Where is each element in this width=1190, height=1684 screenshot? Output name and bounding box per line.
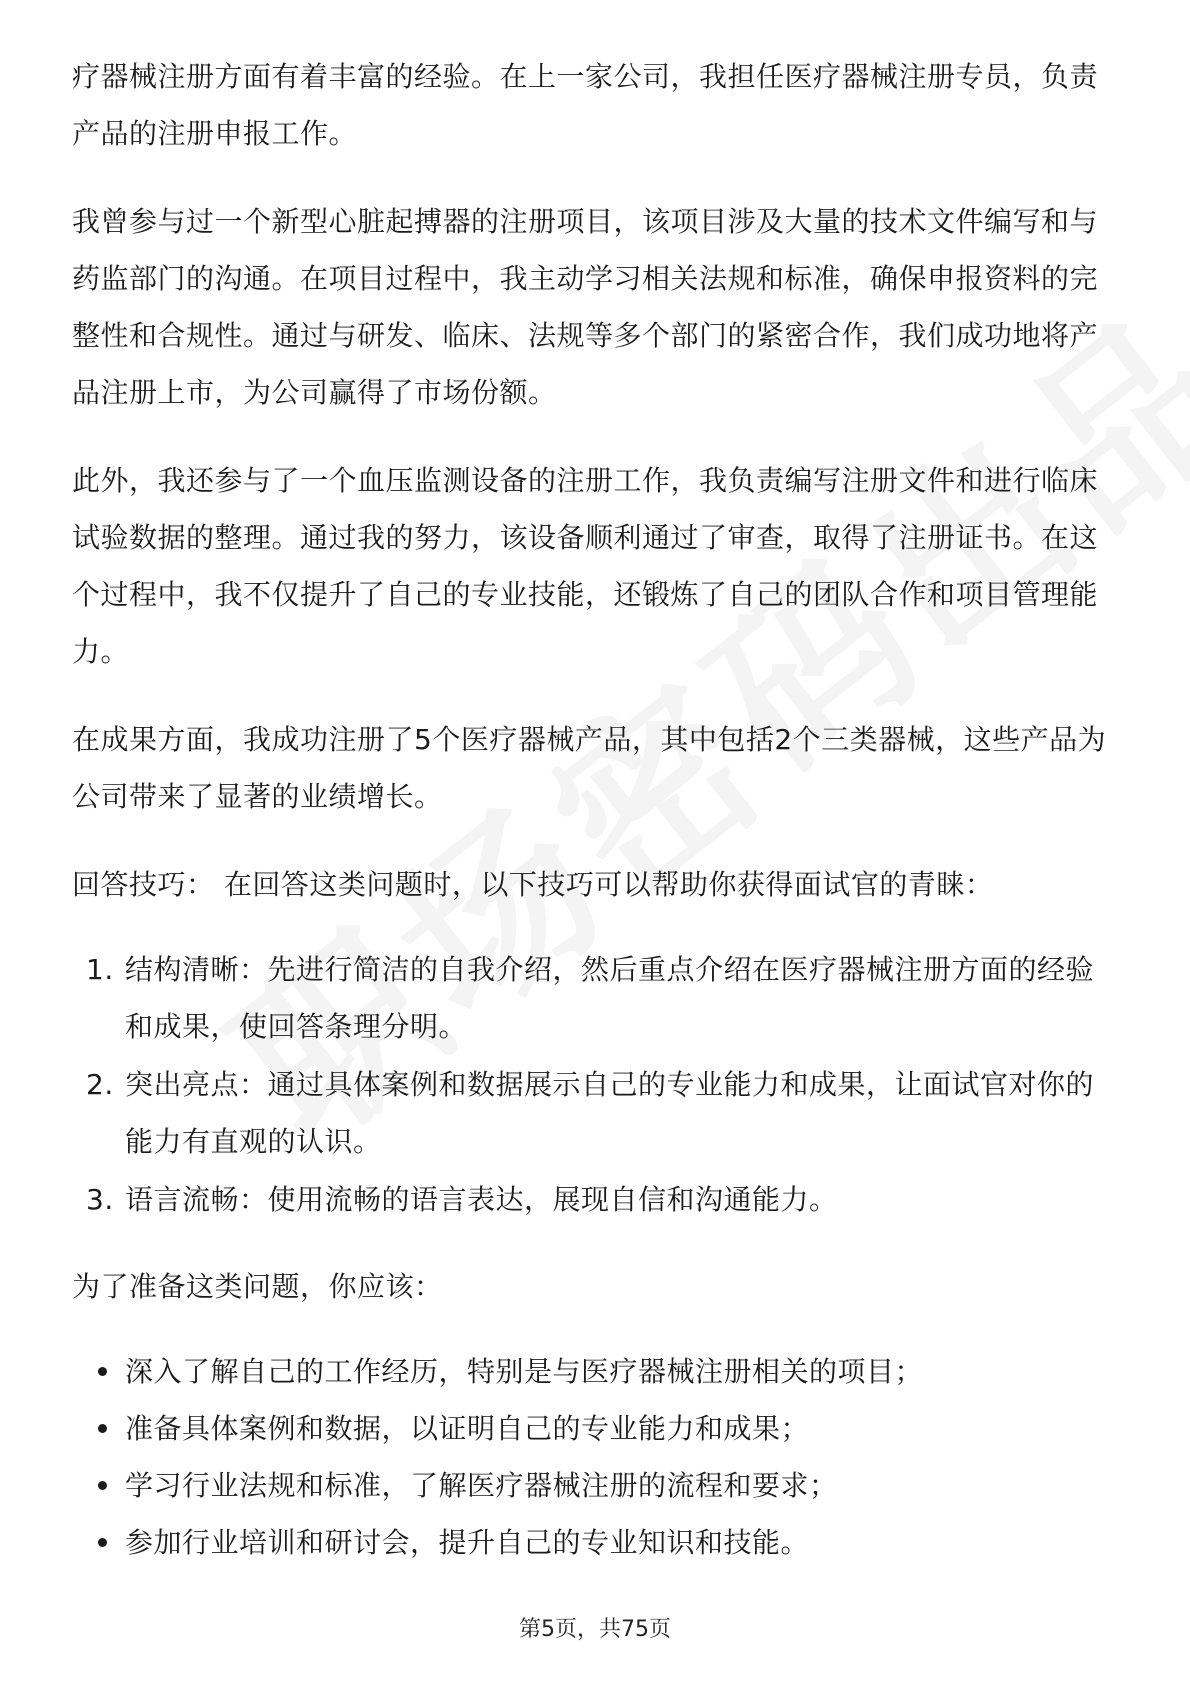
list-item — [72, 1514, 1120, 1571]
bullet-icon — [98, 1367, 107, 1376]
list-item-text: 参加行业培训和研讨会，提升自己的专业知识和技能。 — [125, 1526, 810, 1559]
list-item — [72, 1056, 1120, 1170]
list-item — [72, 1171, 1120, 1228]
prep-heading: 为了准备这类问题，你应该： — [72, 1270, 443, 1303]
bullet-icon — [98, 1538, 107, 1547]
list-item-text: 准备具体案例和数据，以证明自己的专业能力和成果； — [125, 1412, 810, 1445]
paragraph-pacemaker-project: 我曾参与过一个新型心脏起搏器的注册项目，该项目涉及大量的技术文件编写和与药监部门的沟通。在项目过程中，我主动学习相关法规和标准，确保申报资料的完整性和合规性。通过与研发、临床、法规等多个部门的紧密合作，我们成功地将产品注册上市，为公司赢得了市场份额。 — [72, 205, 1099, 409]
list-item-text: 语言流畅：使用流畅的语言表达，展现自信和沟通能力。 — [125, 1183, 838, 1216]
paragraph-experience-intro: 疗器械注册方面有着丰富的经验。在上一家公司，我担任医疗器械注册专员，负责产品的注册申报工作。 — [72, 60, 1099, 150]
list-item — [72, 1400, 1120, 1457]
tips-list — [72, 941, 1120, 1228]
list-item — [72, 1457, 1120, 1514]
list-number: 1. — [86, 953, 114, 986]
bullet-icon — [98, 1424, 107, 1433]
list-number: 3. — [86, 1183, 114, 1216]
list-item-text: 结构清晰：先进行简洁的自我介绍，然后重点介绍在医疗器械注册方面的经验和成果，使回答条理分明。 — [125, 953, 1095, 1043]
list-item-text: 突出亮点：通过具体案例和数据展示自己的专业能力和成果，让面试官对你的能力有直观的认识。 — [125, 1068, 1095, 1158]
bullet-icon — [98, 1481, 107, 1490]
list-item — [72, 1343, 1120, 1400]
paragraph-achievements: 在成果方面，我成功注册了5个医疗器械产品，其中包括2个三类器械，这些产品为公司带来了显著的业绩增长。 — [72, 723, 1107, 813]
tips-heading: 回答技巧： 在回答这类问题时，以下技巧可以帮助你获得面试官的青睐： — [72, 868, 994, 901]
document-body — [72, 48, 1120, 1571]
page-number: 第5页，共75页 — [519, 1617, 671, 1642]
prep-list — [72, 1343, 1120, 1571]
list-item-text: 深入了解自己的工作经历，特别是与医疗器械注册相关的项目； — [125, 1355, 924, 1388]
list-item — [72, 941, 1120, 1055]
list-number: 2. — [86, 1068, 114, 1101]
list-item-text: 学习行业法规和标准，了解医疗器械注册的流程和要求； — [125, 1469, 838, 1502]
paragraph-blood-pressure-project: 此外，我还参与了一个血压监测设备的注册工作，我负责编写注册文件和进行临床试验数据的整理。通过我的努力，该设备顺利通过了审查，取得了注册证书。在这个过程中，我不仅提升了自己的专业技能，还锻炼了自己的团队合作和项目管理能力。 — [72, 464, 1099, 668]
